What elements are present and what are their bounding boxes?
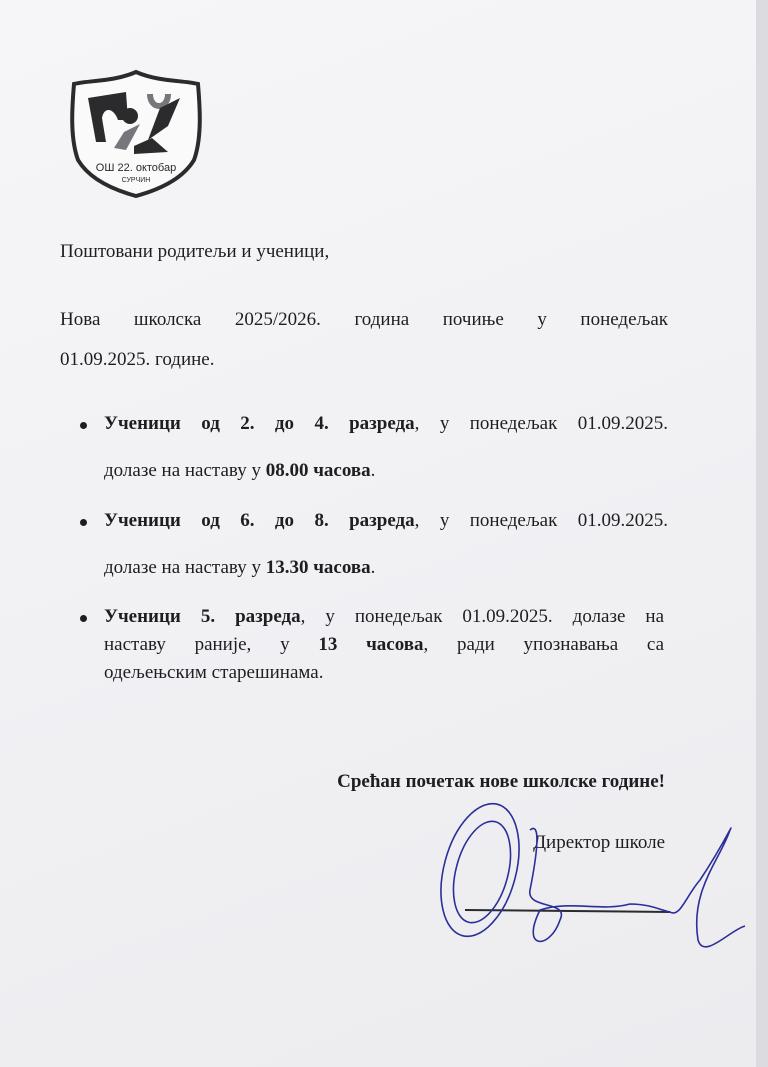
bullet-3-line-3: одељењским старешинама. bbox=[104, 662, 324, 683]
bullet-3-line-2: наставу раније, у 13 часова, ради упознавања са bbox=[104, 634, 665, 655]
bullet-2-line-1: Ученици од 6. до 8. разреда, у понедељак 01.09.2025. bbox=[104, 510, 668, 531]
greeting: Поштовани родитељи и ученици, bbox=[60, 241, 330, 262]
bullet-3-line-1: Ученици 5. разреда, у понедељак 01.09.2025. долазе на bbox=[104, 606, 665, 627]
intro-line-1: Нова школска 2025/2026. година почиње у понедељак bbox=[60, 309, 668, 330]
intro-line-2: 01.09.2025. године. bbox=[60, 349, 215, 370]
bullet-1-line-2: долазе на наставу у 08.00 часова. bbox=[104, 460, 376, 481]
logo-school-name: ОШ 22. октобар bbox=[95, 162, 177, 174]
bullet-icon bbox=[80, 519, 87, 526]
bullet-1-line-1: Ученици од 2. до 4. разреда, у понедељак 01.09.2025. bbox=[104, 413, 668, 434]
logo-town: СУРЧИН bbox=[121, 177, 151, 184]
bullet-icon bbox=[80, 422, 87, 429]
director-signature bbox=[430, 800, 760, 980]
signature-title: Директор школе bbox=[533, 832, 665, 853]
bullet-2-line-2: долазе на наставу у 13.30 часова. bbox=[104, 557, 376, 578]
closing-wish: Срећан почетак нове школске године! bbox=[337, 771, 665, 792]
bullet-icon bbox=[80, 615, 87, 622]
school-logo bbox=[68, 68, 204, 200]
